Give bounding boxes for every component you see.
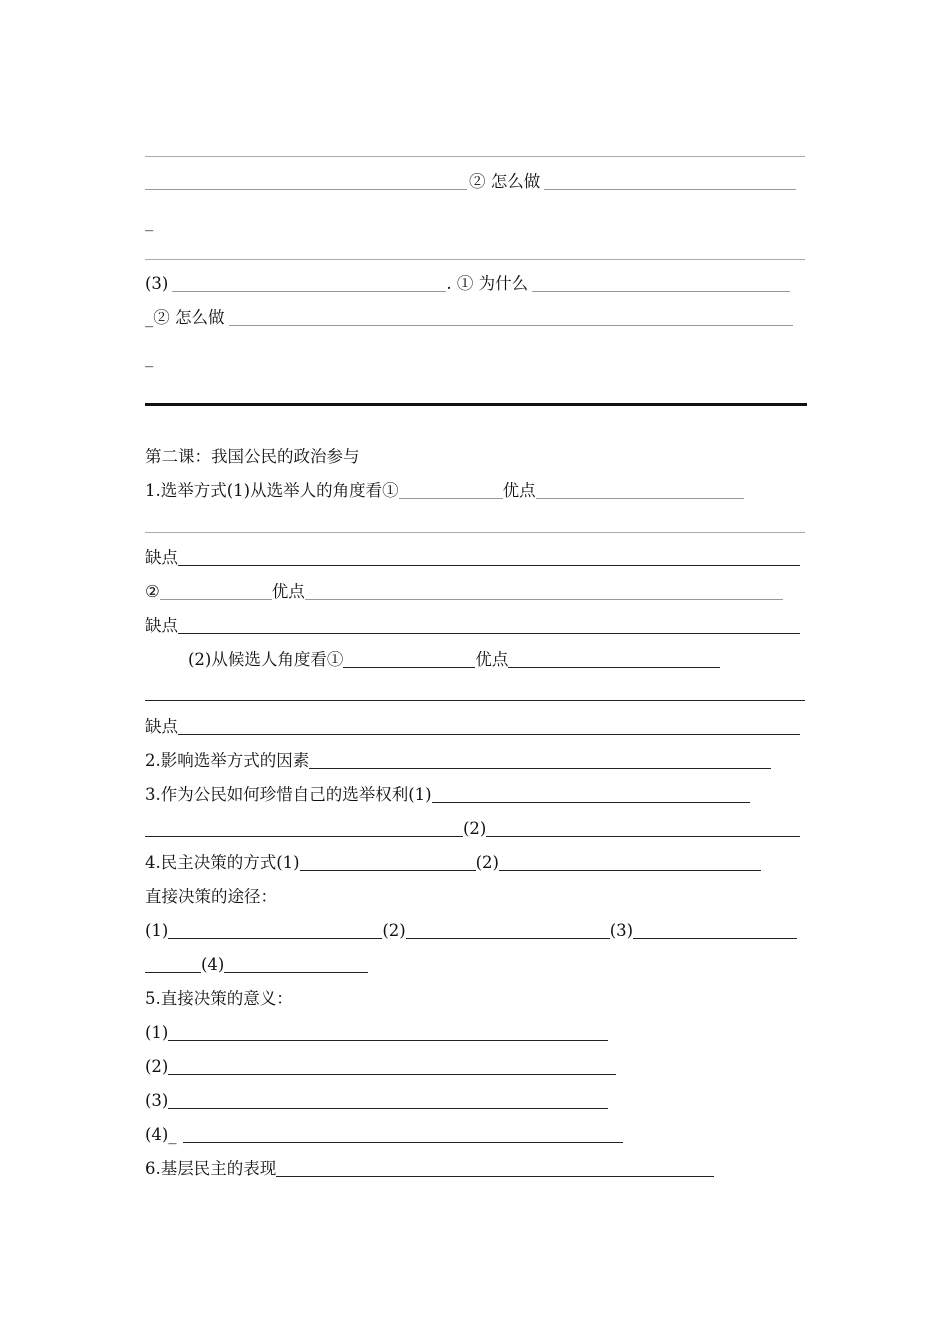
answer-row	[145, 308, 793, 328]
blank[interactable]	[508, 665, 720, 668]
label-advantage: 优点	[475, 650, 509, 669]
answer-line	[145, 532, 805, 533]
answer-line	[145, 700, 805, 701]
q2-text: 2.影响选举方式的因素	[145, 751, 310, 770]
blank[interactable]	[406, 936, 610, 939]
blank[interactable]	[536, 496, 744, 499]
question-3	[145, 785, 750, 805]
answer-row	[145, 921, 797, 941]
label: _② 怎么做	[145, 308, 225, 327]
blank[interactable]	[145, 834, 463, 837]
blank[interactable]	[432, 800, 750, 803]
q5-text: 5.直接决策的意义：	[145, 989, 293, 1008]
blank[interactable]	[145, 970, 201, 973]
blank[interactable]	[168, 1072, 616, 1075]
answer-row	[145, 274, 790, 294]
question-5	[145, 989, 293, 1009]
label-disadvantage: 缺点	[145, 548, 178, 567]
answer-row	[145, 212, 153, 232]
label-2: (2)	[145, 1057, 169, 1076]
direct-text: 直接决策的途径：	[145, 887, 277, 906]
label-2: (2)	[382, 921, 406, 940]
blank[interactable]	[343, 665, 475, 668]
blank[interactable]	[160, 597, 272, 600]
blank[interactable]	[486, 834, 800, 837]
blank[interactable]	[305, 597, 783, 600]
blank[interactable]	[178, 563, 800, 566]
blank[interactable]	[183, 1140, 623, 1143]
blank[interactable]	[276, 1174, 714, 1177]
answer-row	[145, 1091, 608, 1111]
dash: _	[145, 212, 154, 231]
label-2: (2)	[475, 853, 499, 872]
label: . ① 为什么	[446, 274, 529, 293]
label-1: (1)	[145, 1023, 169, 1042]
answer-row	[145, 1023, 608, 1043]
direct-decision-heading	[145, 887, 277, 907]
blank[interactable]	[300, 868, 476, 871]
q4-text: 4.民主决策的方式(1)	[145, 853, 300, 872]
answer-row	[145, 1125, 623, 1145]
label-4: (4)_	[145, 1125, 177, 1144]
answer-row	[145, 172, 796, 192]
label: ② 怎么做	[469, 172, 541, 191]
answer-row	[188, 650, 720, 670]
question-4	[145, 853, 761, 873]
answer-row	[145, 717, 800, 737]
blank[interactable]	[168, 936, 382, 939]
q6-text: 6.基层民主的表现	[145, 1159, 277, 1178]
blank[interactable]	[178, 732, 800, 735]
answer-row	[145, 616, 800, 636]
lesson-title	[145, 447, 360, 467]
circle-2: ②	[145, 582, 160, 601]
question-1	[145, 481, 744, 501]
q3-text: 3.作为公民如何珍惜自己的选举权利(1)	[145, 785, 432, 804]
blank[interactable]	[168, 1038, 608, 1041]
lesson-title-text: 第二课：我国公民的政治参与	[145, 447, 360, 466]
q1-2-text: (2)从候选人角度看①	[188, 650, 344, 669]
answer-row	[145, 955, 368, 975]
label-3: (3)	[145, 1091, 169, 1110]
blank[interactable]	[499, 868, 761, 871]
blank[interactable]	[532, 289, 790, 292]
blank[interactable]	[178, 631, 800, 634]
answer-line	[145, 259, 805, 260]
label-disadvantage: 缺点	[145, 717, 178, 736]
blank[interactable]	[224, 970, 368, 973]
question-6	[145, 1159, 714, 1179]
section-divider	[145, 403, 807, 406]
label-3: (3)	[609, 921, 634, 940]
blank[interactable]	[229, 323, 793, 326]
label-advantage: 优点	[502, 481, 536, 500]
label-2: (2)	[463, 819, 487, 838]
label-4: (4)	[201, 955, 225, 974]
answer-row	[145, 1057, 616, 1077]
label-1: (1)	[145, 921, 169, 940]
answer-row	[145, 348, 153, 368]
answer-row	[145, 819, 800, 839]
blank[interactable]	[633, 936, 797, 939]
q1-text: 1.选举方式(1)从选举人的角度看①	[145, 481, 399, 500]
answer-row	[145, 582, 783, 602]
label-disadvantage: 缺点	[145, 616, 178, 635]
dash: _	[145, 348, 154, 367]
blank[interactable]	[172, 289, 446, 292]
blank[interactable]	[145, 187, 467, 190]
blank[interactable]	[309, 766, 771, 769]
blank[interactable]	[544, 187, 796, 190]
blank[interactable]	[399, 496, 503, 499]
answer-row	[145, 548, 800, 568]
label: (3)	[145, 274, 169, 293]
answer-line	[145, 156, 805, 157]
question-2	[145, 751, 771, 771]
label-advantage: 优点	[271, 582, 305, 601]
blank[interactable]	[168, 1106, 608, 1109]
